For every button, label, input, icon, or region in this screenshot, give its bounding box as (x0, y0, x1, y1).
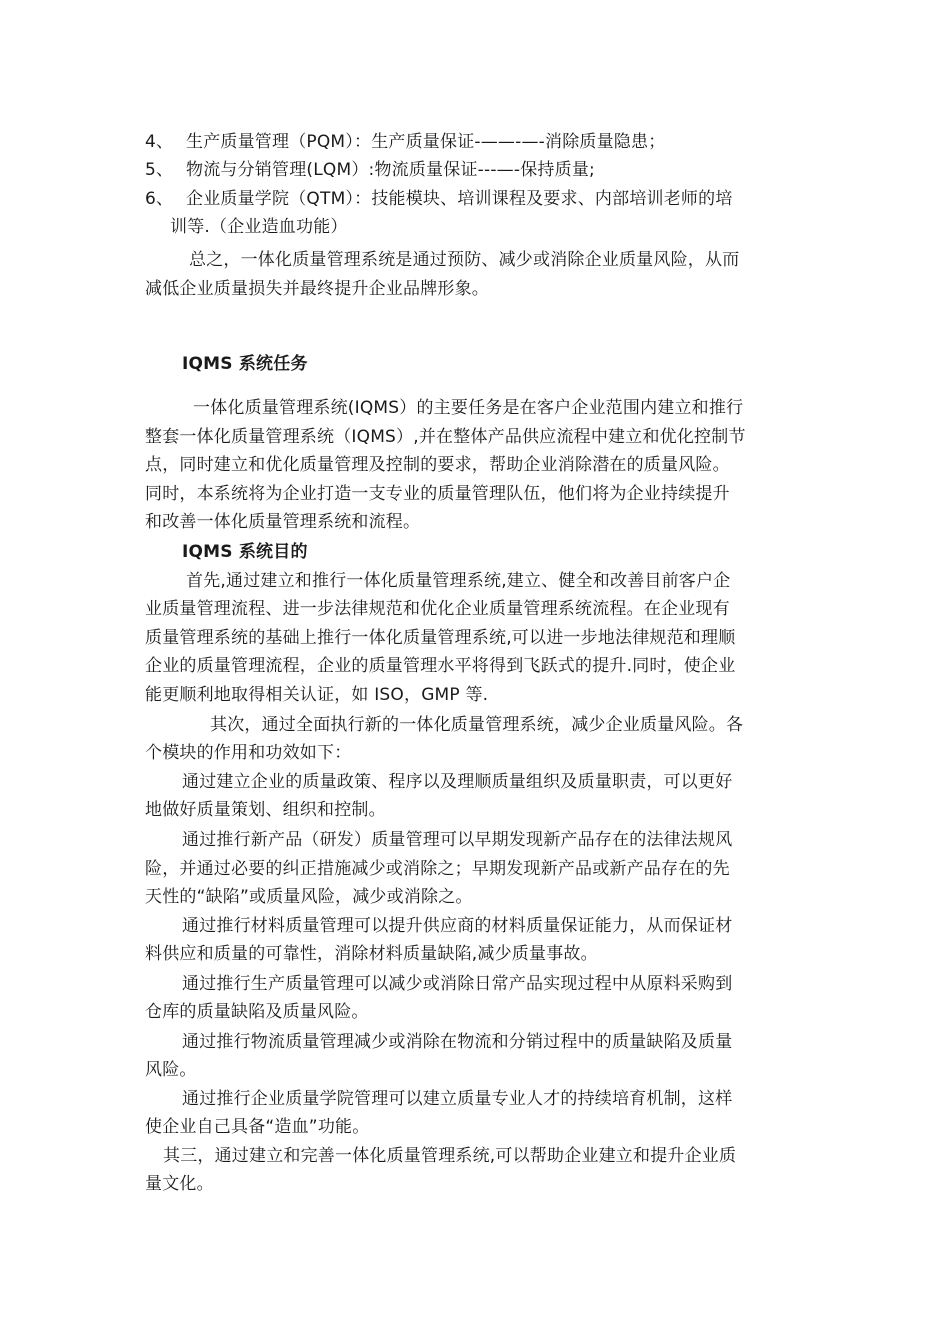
paragraph-line: 首先,通过建立和推行一体化质量管理系统,建立、健全和改善目前客户企 (186, 571, 731, 591)
paragraph-line: 整套一体化质量管理系统（IQMS）,并在整体产品供应流程中建立和优化控制节 (145, 427, 746, 447)
paragraph-line: 一体化质量管理系统(IQMS）的主要任务是在客户企业范围内建立和推行 (193, 398, 744, 418)
paragraph-line: 料供应和质量的可靠性，消除材料质量缺陷,减少质量事故。 (145, 944, 598, 964)
paragraph-line: 业质量管理流程、进一步法律规范和优化企业质量管理系统流程。在企业现有 (145, 599, 730, 619)
paragraph-line: 通过推行物流质量管理减少或消除在物流和分销过程中的质量缺陷及质量 (182, 1032, 733, 1052)
paragraph-line: 通过推行新产品（研发）质量管理可以早期发现新产品存在的法律法规风 (182, 830, 733, 850)
list-item-5-text: 物流与分销管理(LQM）:物流质量保证---—-保持质量; (186, 160, 595, 180)
paragraph-line: 地做好质量策划、组织和控制。 (145, 800, 386, 820)
paragraph-line: 通过建立企业的质量政策、程序以及理顺质量组织及质量职责，可以更好 (182, 772, 733, 792)
paragraph-line: 质量管理系统的基础上推行一体化质量管理系统,可以进一步地法律规范和理顺 (145, 628, 736, 648)
paragraph-line: 能更顺利地取得相关认证，如 ISO，GMP 等. (145, 685, 489, 705)
list-item-4-number: 4、 (145, 132, 174, 152)
paragraph-line: 使企业自己具备“造血”功能。 (145, 1117, 370, 1137)
paragraph-line: 其次，通过全面执行新的一体化质量管理系统，减少企业质量风险。各 (210, 715, 744, 735)
paragraph-line: 险，并通过必要的纠正措施减少或消除之；早期发现新产品或新产品存在的先 (145, 859, 730, 879)
paragraph-line: 和改善一体化质量管理系统和流程。 (145, 512, 421, 532)
list-item-6-number: 6、 (145, 189, 174, 209)
paragraph-line: 量文化。 (145, 1174, 214, 1194)
list-item-5-number: 5、 (145, 160, 174, 180)
summary-line: 减低企业质量损失并最终提升企业品牌形象。 (145, 279, 489, 299)
paragraph-line: 企业的质量管理流程，企业的质量管理水平将得到飞跃式的提升.同时，使企业 (145, 656, 736, 676)
list-item-6-text-cont: 训等.（企业造血功能） (170, 217, 348, 237)
paragraph-line: 个模块的作用和功效如下： (145, 743, 352, 763)
paragraph-line: 点，同时建立和优化质量管理及控制的要求，帮助企业消除潜在的质量风险。 (145, 455, 730, 475)
paragraph-line: 其三，通过建立和完善一体化质量管理系统,可以帮助企业建立和提升企业质 (163, 1146, 737, 1166)
paragraph-line: 仓库的质量缺陷及质量风险。 (145, 1002, 369, 1022)
section-heading-task: IQMS 系统任务 (182, 354, 308, 374)
list-item-6-text: 企业质量学院（QTM）：技能模块、培训课程及要求、内部培训老师的培 (186, 189, 733, 209)
paragraph-line: 天性的“缺陷”或质量风险，减少或消除之。 (145, 887, 473, 907)
paragraph-line: 风险。 (145, 1060, 197, 1080)
summary-line: 总之，一体化质量管理系统是通过预防、减少或消除企业质量风险，从而 (189, 250, 740, 270)
paragraph-line: 同时，本系统将为企业打造一支专业的质量管理队伍，他们将为企业持续提升 (145, 484, 730, 504)
paragraph-line: 通过推行材料质量管理可以提升供应商的材料质量保证能力，从而保证材 (182, 916, 733, 936)
list-item-4-text: 生产质量管理（PQM）：生产质量保证-——-—-消除质量隐患； (186, 132, 666, 152)
section-heading-goal: IQMS 系统目的 (182, 542, 308, 562)
paragraph-line: 通过推行生产质量管理可以减少或消除日常产品实现过程中从原料采购到 (182, 974, 733, 994)
paragraph-line: 通过推行企业质量学院管理可以建立质量专业人才的持续培育机制，这样 (182, 1089, 733, 1109)
